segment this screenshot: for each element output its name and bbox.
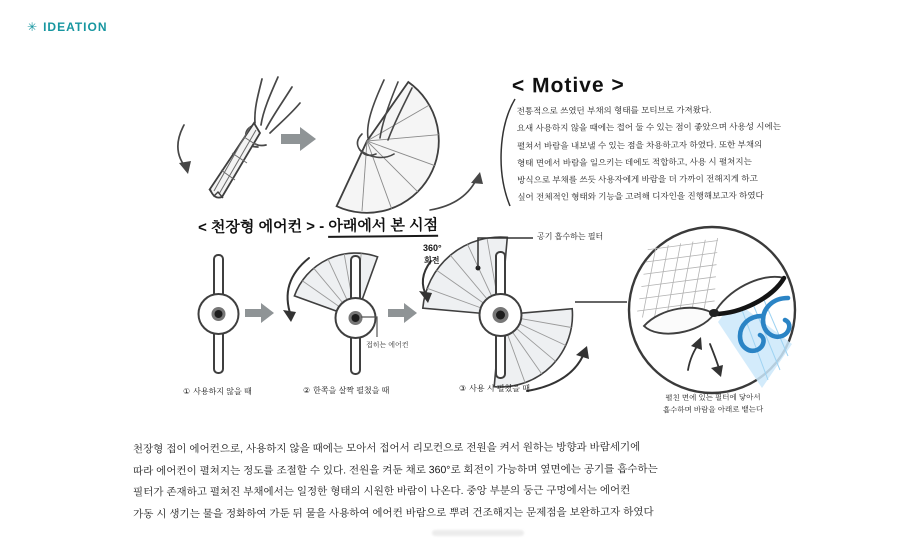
motive-line: 형태 면에서 바람을 일으키는 데에도 적합하고, 사용 시 펼쳐지는 [517, 156, 752, 168]
rotation-word-label: 회전 [424, 256, 440, 265]
concept-description [133, 437, 798, 526]
fan-state-open-diagram [415, 225, 625, 395]
fan-state-label-2 [303, 385, 389, 396]
state-number: ② [303, 386, 311, 395]
motive-line: 펼쳐서 바람을 내보낼 수 있는 점을 차용하고자 하였다. 또한 부채의 [516, 138, 763, 151]
filter-annotation: 공기 흡수하는 필터 [537, 232, 604, 241]
watermark [432, 530, 524, 536]
section-header [198, 214, 438, 238]
inset-caption-line: 흡수하며 바람을 아래로 뱉는다 [662, 404, 764, 414]
curved-arrow-up-icon [471, 172, 483, 184]
motive-title: < Motive > [511, 73, 625, 98]
curved-arrow-down-icon [283, 310, 296, 322]
page-title: IDEATION [43, 20, 108, 34]
inset-caption-line: 펼친 면에 있는 필터에 닿아서 [665, 392, 761, 403]
motive-line: 싶어 전체적인 형태와 기능을 고려해 디자인을 진행해보고자 하였다 [517, 190, 764, 203]
folded-fan-shape [210, 123, 260, 198]
section-dash: - [319, 217, 325, 235]
filter-callout-dot [476, 266, 481, 271]
motive-line: 요새 사용하지 않을 때에는 접어 둘 수 있는 점이 좋았으며 사용성 시에는 [516, 121, 781, 134]
right-block-arrow-icon [388, 303, 418, 323]
rotation-degree-label: 360° [423, 243, 442, 253]
state-text: 사용 시 펼쳤을 때 [469, 384, 530, 393]
description-line: 천장형 접이 에어컨으로, 사용하지 않을 때에는 모아서 접어서 리모컨으로 전원을 켜서 원하는 방향과 바람세기에 [132, 441, 641, 456]
section-subtitle: 아래에서 본 시점 [328, 217, 438, 238]
description-line: 따라 에어컨이 펼쳐지는 정도를 조절할 수 있다. 전원을 켜둔 채로 360°로 회전이 가능하며 옆면에는 공기를 흡수하는 [132, 462, 658, 478]
blade-hub [709, 309, 719, 317]
right-block-arrow-icon [245, 303, 275, 323]
description-line: 필터가 존재하고 펼쳐진 부채에서는 일정한 형태의 시원한 바람이 나온다. 중앙 부분의 둥근 구멍에서는 에어컨 [133, 484, 631, 499]
curved-arrow-down-icon [179, 161, 191, 174]
motive-paragraph [517, 101, 800, 207]
description-line: 가동 시 생기는 물을 정화하여 가둔 뒤 물을 사용하여 에어컨 바람으로 뿌려 건조해지는 문제점을 보완하고자 하였다 [133, 505, 654, 521]
hand-open-fan-sketch [332, 76, 492, 216]
motive-brace [501, 99, 515, 206]
right-block-arrow-icon [281, 127, 317, 151]
asterisk-logo-icon: ✳ [27, 20, 39, 34]
state-number: ③ [459, 384, 467, 393]
airflow-detail-inset [622, 222, 802, 402]
folding-annotation: 접히는 에어컨 [366, 342, 409, 349]
state-text: 한쪽을 살짝 펼쳤을 때 [313, 386, 390, 395]
fan-state-partial-diagram [275, 242, 400, 382]
section-title: < 천장형 에어컨 > [197, 218, 316, 237]
open-fan-shape [337, 82, 439, 213]
brand-header [27, 20, 108, 34]
inset-caption [633, 391, 793, 415]
fan-state-label-1 [183, 386, 252, 397]
state-number: ① [183, 387, 191, 396]
fan-state-label-3 [459, 383, 530, 394]
state-text: 사용하지 않을 때 [193, 387, 252, 396]
motive-line: 전통적으로 쓰였던 부채의 형태를 모티브로 가져왔다. [516, 104, 712, 116]
motive-line: 방식으로 부채를 쓰듯 사용자에게 바람을 더 가까이 전해지게 하고 [517, 173, 758, 186]
